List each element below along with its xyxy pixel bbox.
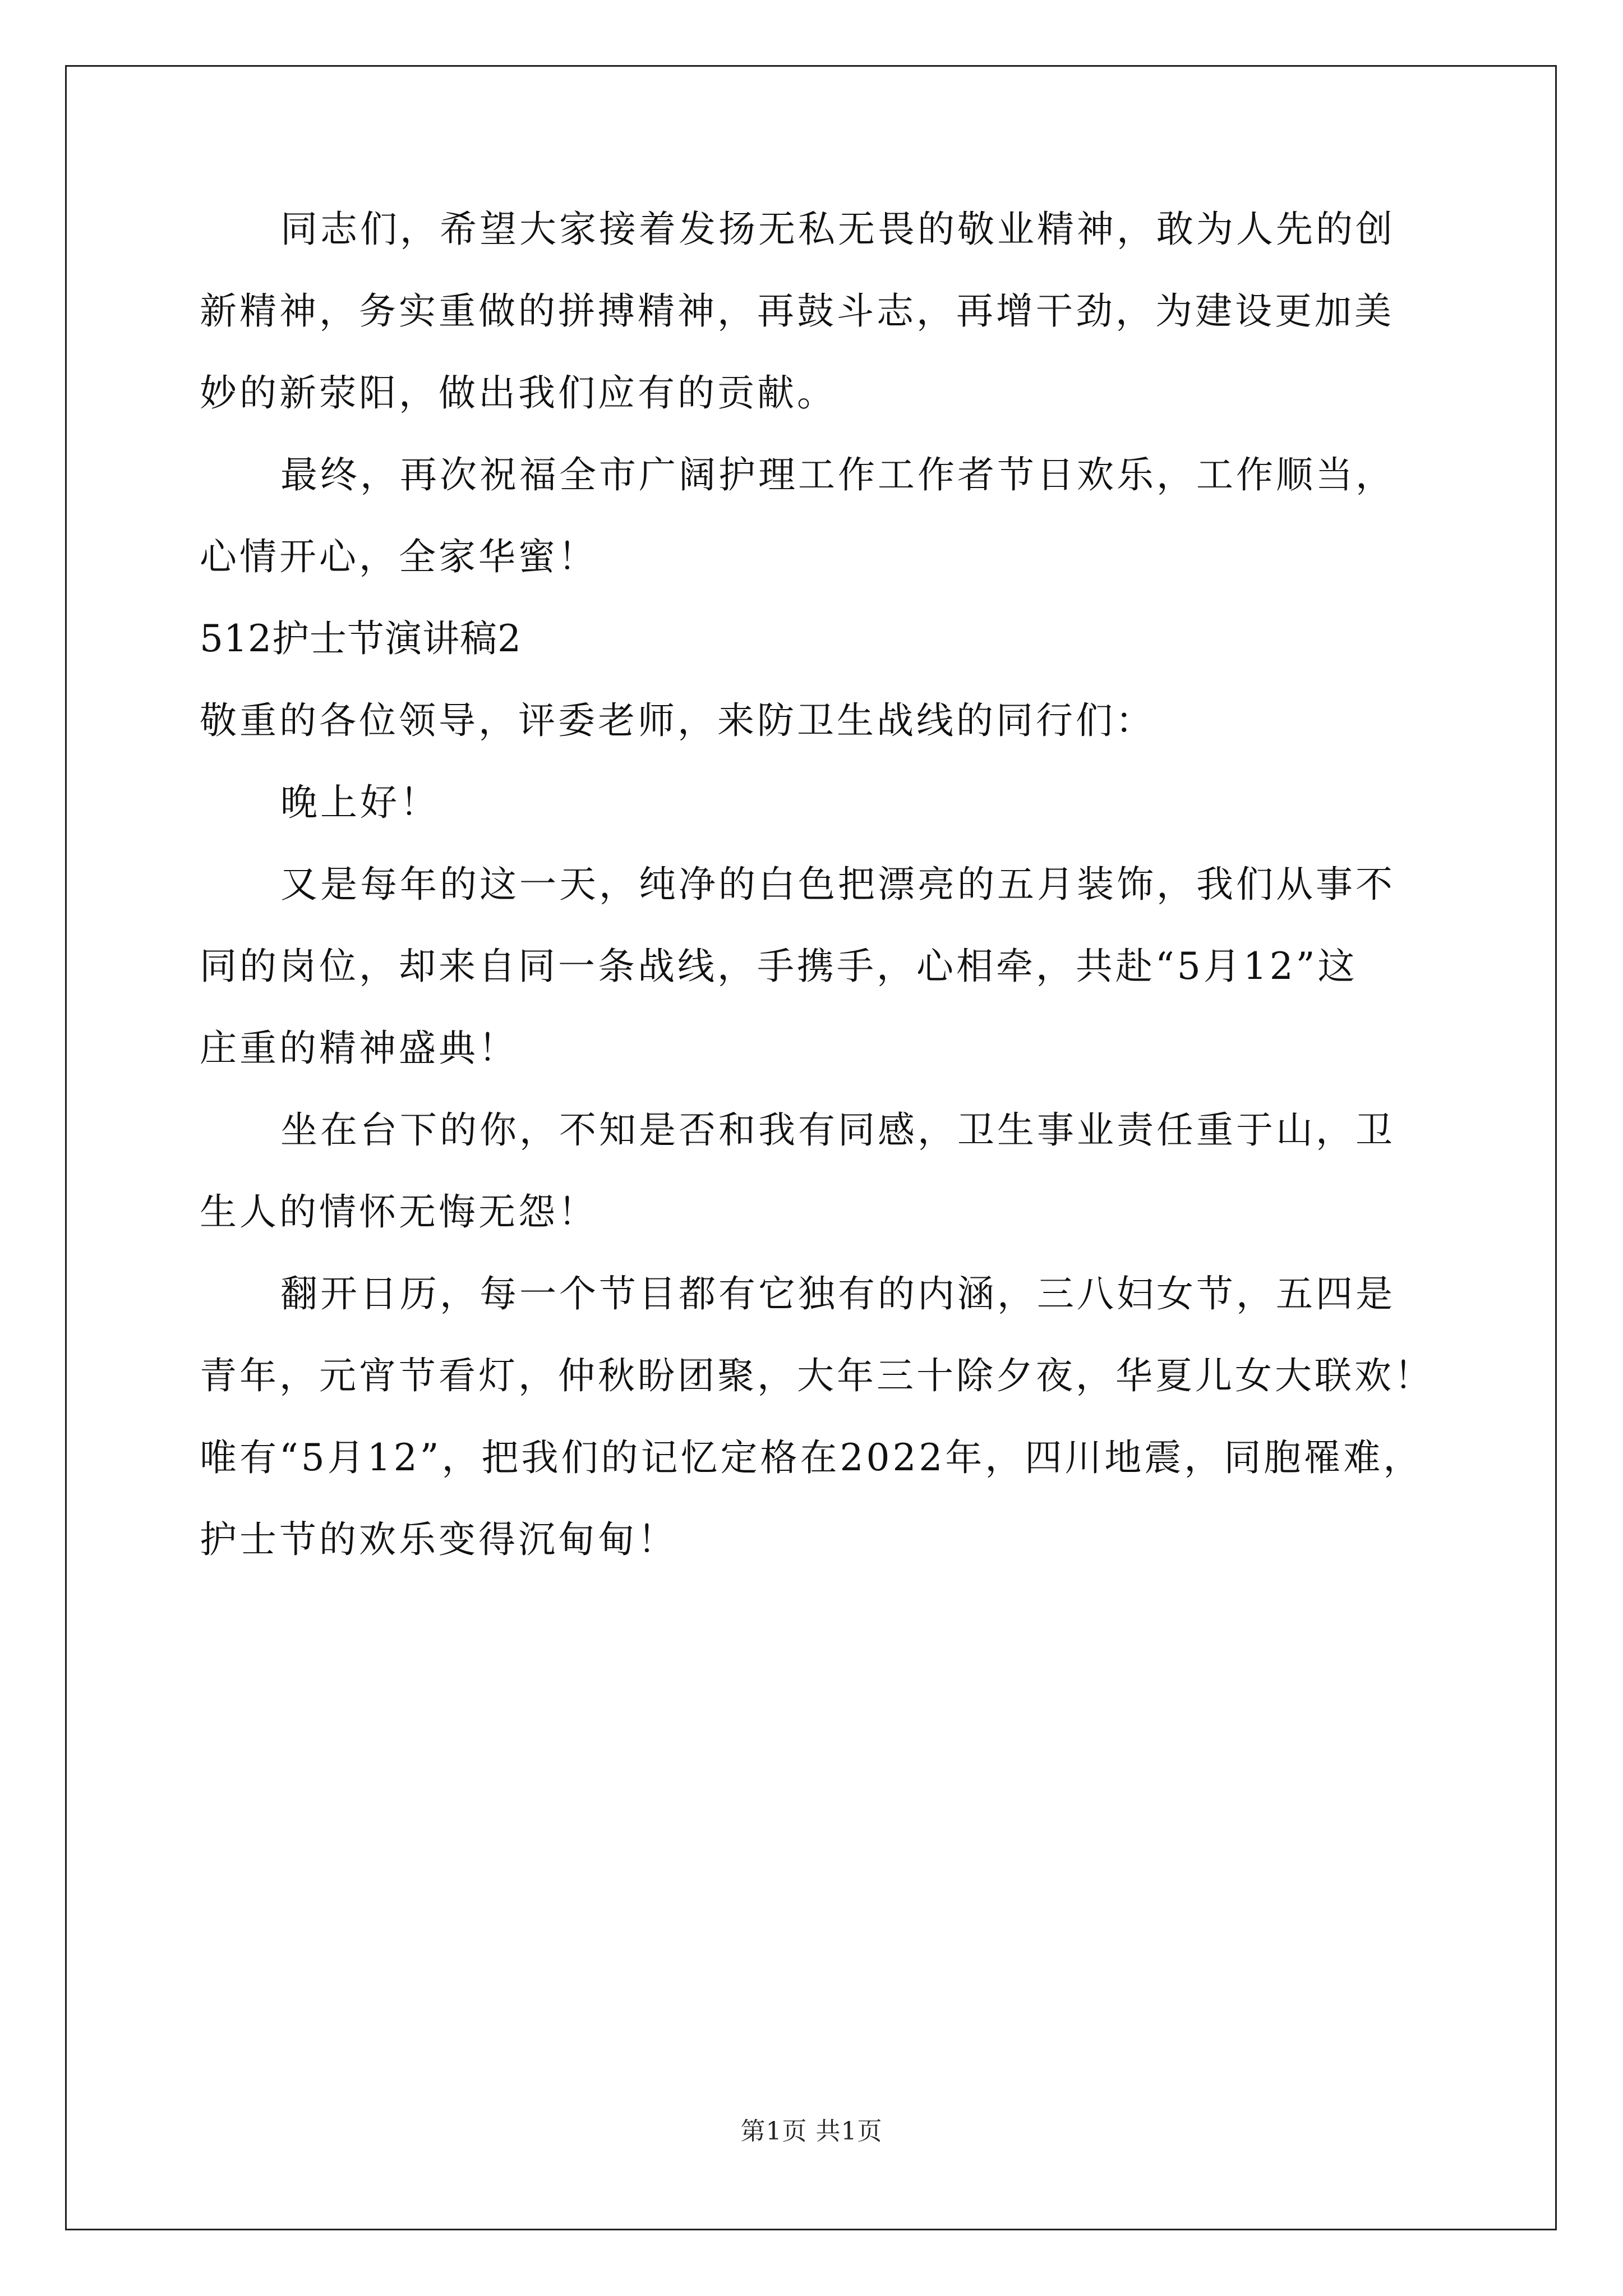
- paragraph-line-2: 新精神，务实重做的拼搏精神，再鼓斗志，再增干劲，为建设更加美: [200, 289, 1394, 333]
- paragraph-line-5: 心情开心，全家华蜜！: [200, 535, 598, 578]
- greeting-line: 晚上好！: [280, 781, 440, 824]
- paragraph-line-11: 庄重的精神盛典！: [200, 1027, 518, 1070]
- paragraph-line-4: 最终，再次祝福全市广阔护理工作工作者节日欢乐，工作顺当，: [280, 453, 1395, 496]
- salutation-line: 敬重的各位领导，评委老师，来防卫生战线的同行们：: [200, 699, 1155, 742]
- paragraph-line-17: 护士节的欢乐变得沉甸甸！: [200, 1518, 677, 1561]
- paragraph-line-16: 唯有“5月12”，把我们的记忆定格在2022年，四川地震，同胞罹难，: [200, 1436, 1423, 1479]
- paragraph-line-3: 妙的新荥阳，做出我们应有的贡献。: [200, 371, 837, 415]
- paragraph-line-13: 生人的情怀无悔无怨！: [200, 1190, 598, 1234]
- section-heading: 512护士节演讲稿2: [200, 617, 522, 660]
- paragraph-line-15: 青年，元宵节看灯，仲秋盼团聚，大年三十除夕夜，华夏儿女大联欢！: [200, 1354, 1434, 1397]
- page-footer: 第1页 共1页: [740, 2117, 883, 2146]
- paragraph-line-12: 坐在台下的你，不知是否和我有同感，卫生事业责任重于山，卫: [280, 1108, 1395, 1152]
- paragraph-line-10: 同的岗位，却来自同一条战线，手携手，心相牵，共赴“5月12”这: [200, 945, 1358, 988]
- paragraph-line-9: 又是每年的这一天，纯净的白色把漂亮的五月装饰，我们从事不: [280, 863, 1395, 906]
- paragraph-line-1: 同志们，希望大家接着发扬无私无畏的敬业精神，敢为人先的创: [280, 208, 1395, 251]
- paragraph-line-14: 翻开日历，每一个节目都有它独有的内涵，三八妇女节，五四是: [280, 1272, 1395, 1315]
